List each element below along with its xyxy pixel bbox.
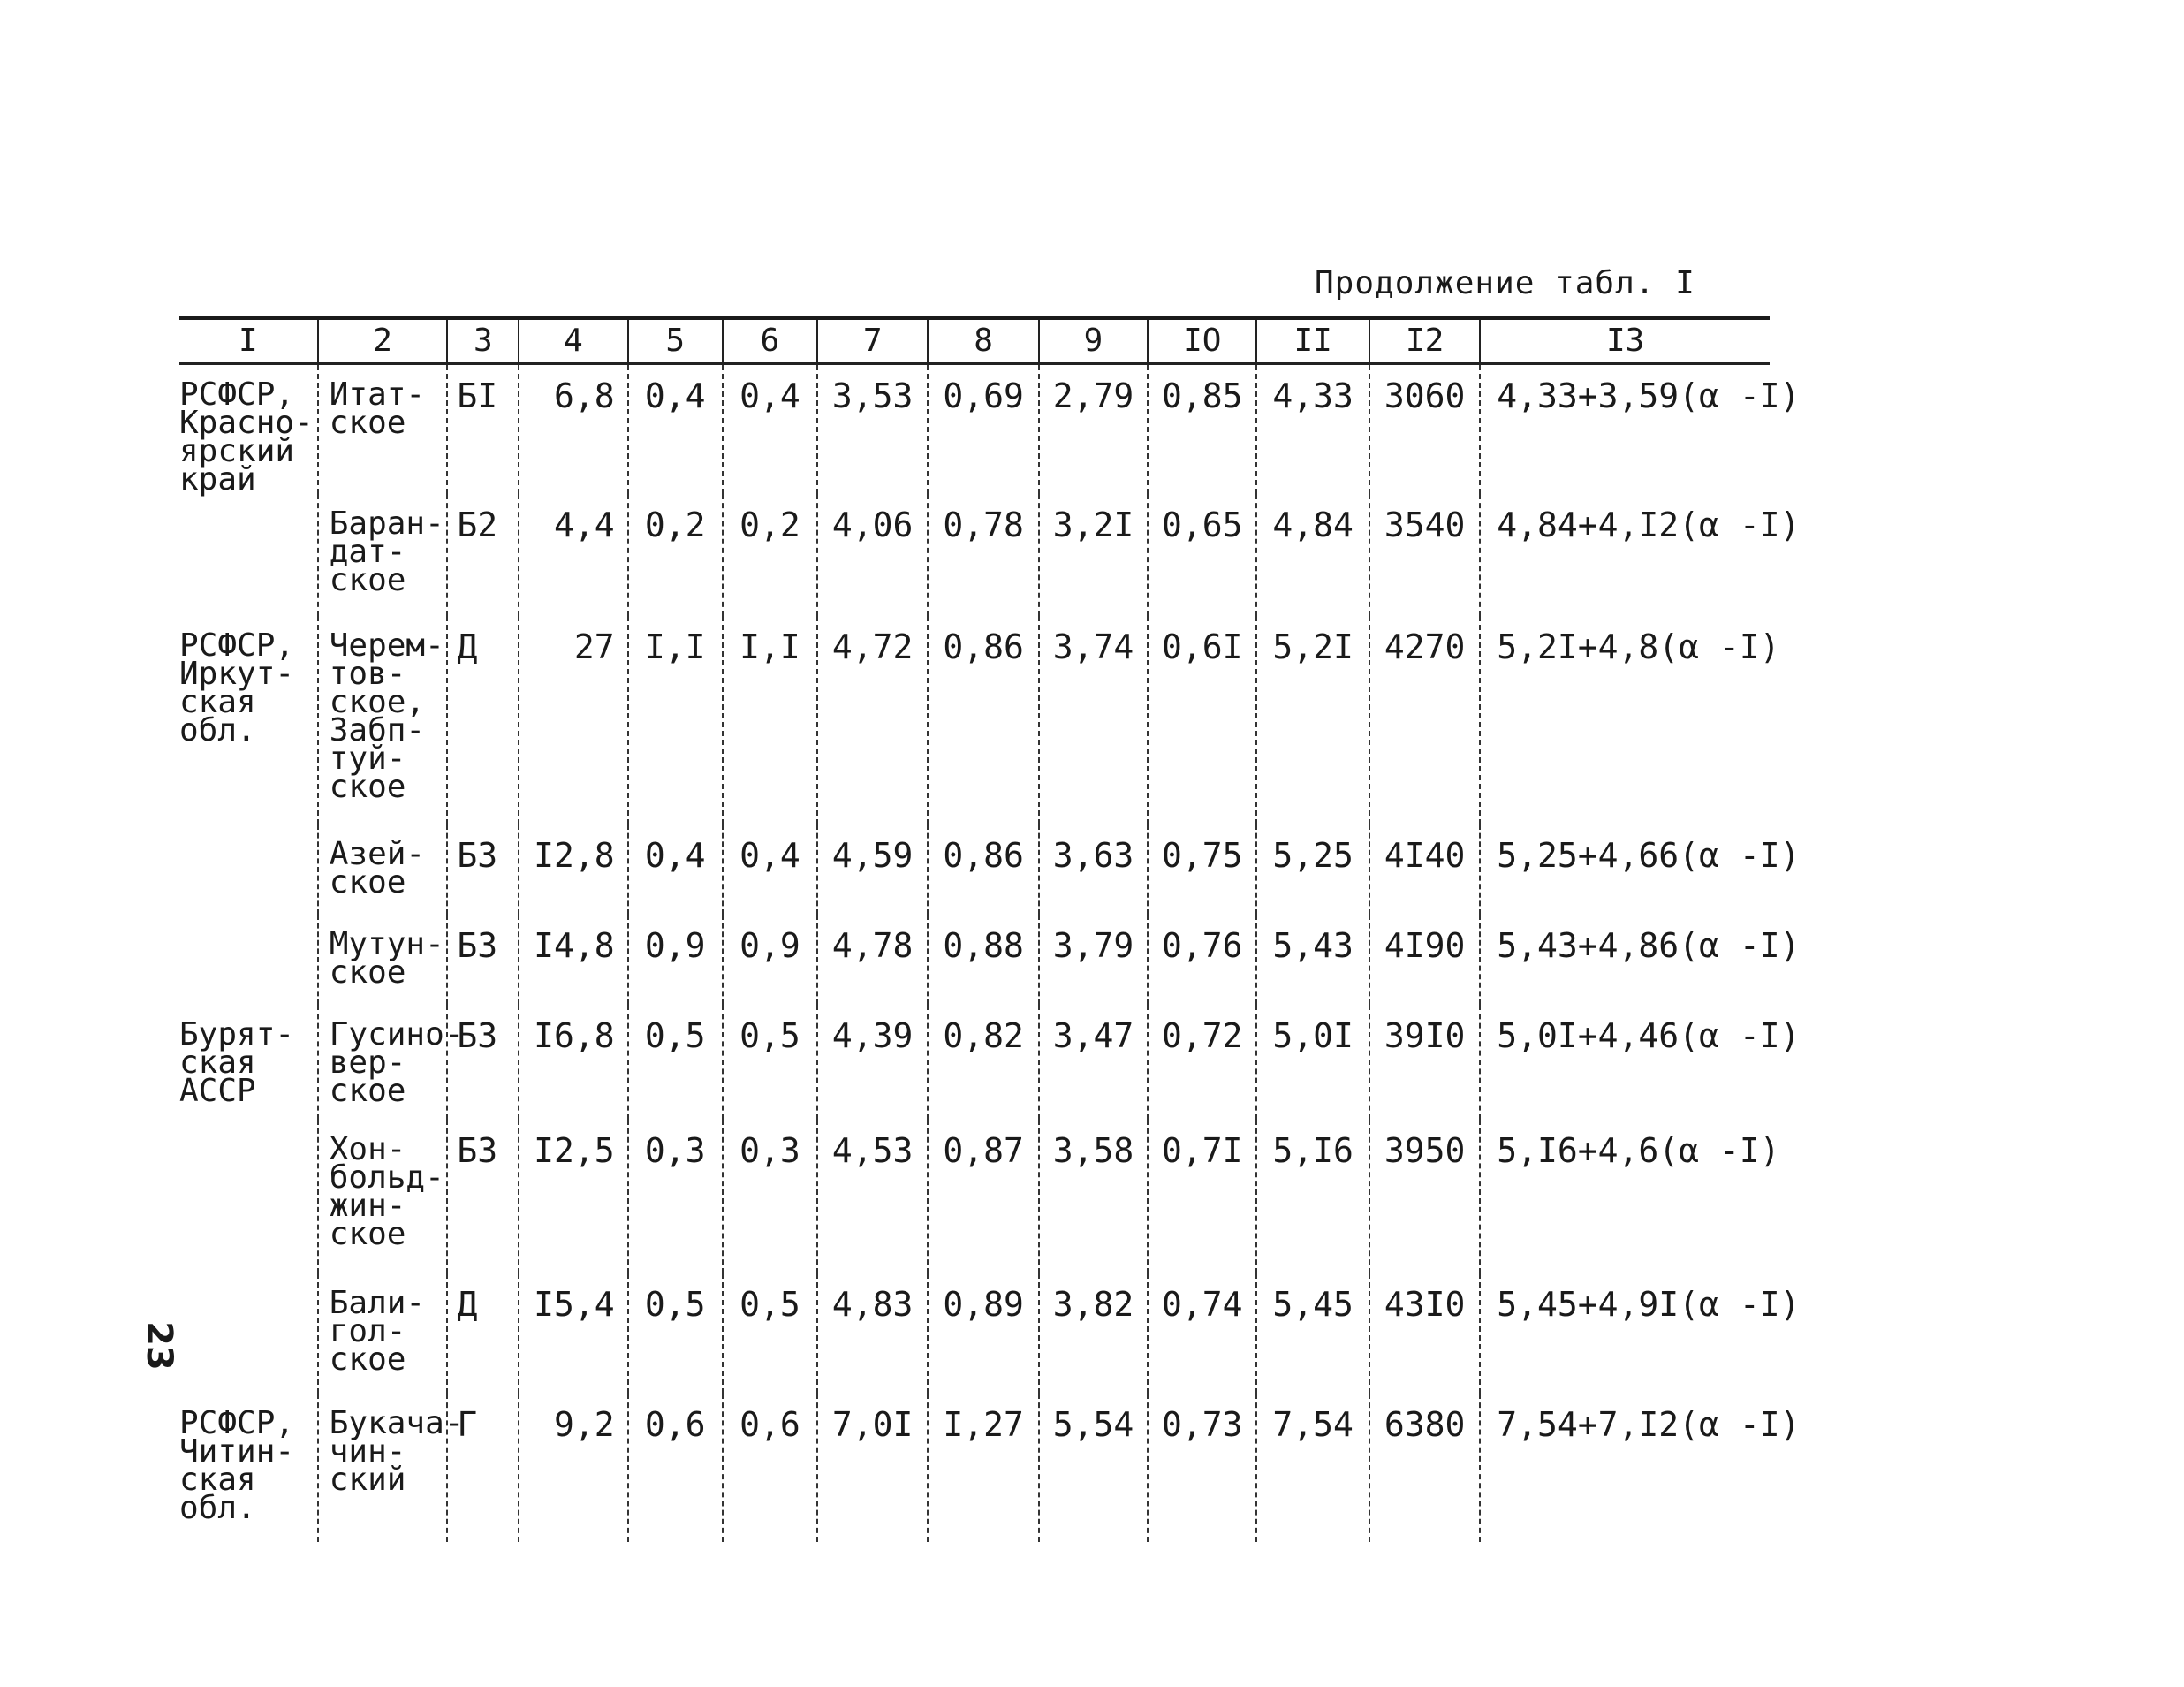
cell-col6: I,I: [723, 616, 817, 825]
cell-region: [179, 1273, 318, 1394]
cell-col11: 5,43: [1256, 915, 1369, 1005]
cell-grade: Б2: [447, 494, 519, 616]
cell-formula: 5,2I+4,8(α -I): [1480, 616, 1770, 825]
cell-col8: I,27: [928, 1394, 1038, 1542]
cell-col9: 3,58: [1039, 1120, 1148, 1273]
cell-col8: 0,86: [928, 825, 1038, 915]
page-number: 23: [138, 1321, 179, 1371]
cell-col8: 0,89: [928, 1273, 1038, 1394]
cell-grade: Г: [447, 1394, 519, 1542]
col-header-7: 7: [817, 320, 928, 364]
cell-formula: 7,54+7,I2(α -I): [1480, 1394, 1770, 1542]
cell-col5: 0,5: [628, 1273, 723, 1394]
cell-col12: 4270: [1369, 616, 1480, 825]
cell-col9: 2,79: [1039, 364, 1148, 495]
cell-col6: 0,6: [723, 1394, 817, 1542]
col-header-8: 8: [928, 320, 1038, 364]
cell-col9: 3,47: [1039, 1005, 1148, 1120]
cell-col11: 7,54: [1256, 1394, 1369, 1542]
cell-col12: 4I90: [1369, 915, 1480, 1005]
cell-col12: 3950: [1369, 1120, 1480, 1273]
cell-col4: 4,4: [519, 494, 627, 616]
cell-deposit: Мутун- ское: [318, 915, 448, 1005]
cell-col11: 5,2I: [1256, 616, 1369, 825]
cell-col10: 0,75: [1148, 825, 1256, 915]
cell-col9: 3,82: [1039, 1273, 1148, 1394]
cell-col8: 0,86: [928, 616, 1038, 825]
cell-col5: 0,3: [628, 1120, 723, 1273]
cell-col9: 3,2I: [1039, 494, 1148, 616]
col-header-12: I2: [1369, 320, 1480, 364]
cell-col10: 0,76: [1148, 915, 1256, 1005]
cell-col9: 5,54: [1039, 1394, 1148, 1542]
cell-col6: 0,2: [723, 494, 817, 616]
cell-col10: 0,85: [1148, 364, 1256, 495]
cell-col6: 0,9: [723, 915, 817, 1005]
cell-col7: 7,0I: [817, 1394, 928, 1542]
cell-col4: I4,8: [519, 915, 627, 1005]
cell-grade: Б3: [447, 1005, 519, 1120]
cell-col9: 3,63: [1039, 825, 1148, 915]
col-header-6: 6: [723, 320, 817, 364]
cell-deposit: Бали- гол- ское: [318, 1273, 448, 1394]
cell-formula: 5,45+4,9I(α -I): [1480, 1273, 1770, 1394]
cell-col5: 0,6: [628, 1394, 723, 1542]
cell-col7: 4,78: [817, 915, 928, 1005]
cell-region: [179, 915, 318, 1005]
cell-region: РСФСР, Читин- ская обл.: [179, 1405, 295, 1526]
cell-col10: 0,65: [1148, 494, 1256, 616]
cell-col7: 4,83: [817, 1273, 928, 1394]
coal-table: [179, 320, 1801, 1542]
cell-deposit: Итат- ское: [318, 364, 448, 495]
cell-col11: 5,I6: [1256, 1120, 1369, 1273]
cell-col11: 4,84: [1256, 494, 1369, 616]
cell-col7: 3,53: [817, 364, 928, 495]
cell-col4: I2,5: [519, 1120, 627, 1273]
cell-col6: 0,4: [723, 825, 817, 915]
data-table: [179, 316, 1801, 1542]
table-row: [179, 1005, 1770, 1120]
col-header-13: I3: [1480, 320, 1770, 364]
cell-col9: 3,79: [1039, 915, 1148, 1005]
table-row: [179, 1273, 1770, 1394]
cell-grade: Б3: [447, 825, 519, 915]
cell-col10: 0,72: [1148, 1005, 1256, 1120]
cell-col5: 0,4: [628, 364, 723, 495]
cell-col12: 39I0: [1369, 1005, 1480, 1120]
cell-col4: I5,4: [519, 1273, 627, 1394]
header-row: [179, 320, 1770, 364]
cell-col11: 5,45: [1256, 1273, 1369, 1394]
cell-col11: 4,33: [1256, 364, 1369, 495]
col-header-2: 2: [318, 320, 448, 364]
col-header-5: 5: [628, 320, 723, 364]
cell-col12: 3060: [1369, 364, 1480, 495]
cell-deposit: Хон- больд- жин- ское: [318, 1120, 448, 1273]
cell-col4: 27: [519, 616, 627, 825]
cell-region: РСФСР, Красно- ярский край: [179, 376, 314, 498]
cell-col5: 0,2: [628, 494, 723, 616]
cell-col8: 0,88: [928, 915, 1038, 1005]
cell-col7: 4,72: [817, 616, 928, 825]
cell-deposit: Гусино- вер- ское: [318, 1005, 448, 1120]
cell-col4: 9,2: [519, 1394, 627, 1542]
cell-col5: I,I: [628, 616, 723, 825]
table-row: [179, 1120, 1770, 1273]
cell-col4: 6,8: [519, 364, 627, 495]
table-row: [179, 494, 1770, 616]
cell-deposit: Черем- тов- ское, Забп- туй- ское: [318, 616, 448, 825]
cell-col8: 0,78: [928, 494, 1038, 616]
cell-grade: БI: [447, 364, 519, 495]
cell-deposit: Азей- ское: [318, 825, 448, 915]
cell-col6: 0,5: [723, 1005, 817, 1120]
cell-formula: 5,I6+4,6(α -I): [1480, 1120, 1770, 1273]
col-header-1: I: [179, 320, 318, 364]
cell-col10: 0,7I: [1148, 1120, 1256, 1273]
cell-formula: 4,84+4,I2(α -I): [1480, 494, 1770, 616]
cell-col7: 4,39: [817, 1005, 928, 1120]
cell-col12: 4I40: [1369, 825, 1480, 915]
table-row: [179, 825, 1770, 915]
col-header-9: 9: [1039, 320, 1148, 364]
cell-col11: 5,25: [1256, 825, 1369, 915]
col-header-4: 4: [519, 320, 627, 364]
cell-col8: 0,87: [928, 1120, 1038, 1273]
table-row: [179, 616, 1770, 825]
cell-region: [179, 494, 318, 616]
cell-col12: 3540: [1369, 494, 1480, 616]
cell-grade: Д: [447, 616, 519, 825]
cell-col5: 0,4: [628, 825, 723, 915]
cell-grade: Б3: [447, 915, 519, 1005]
cell-col10: 0,74: [1148, 1273, 1256, 1394]
table-caption: Продолжение табл. I: [1315, 265, 1695, 301]
cell-col8: 0,69: [928, 364, 1038, 495]
cell-col7: 4,06: [817, 494, 928, 616]
cell-deposit: Баран- дат- ское: [318, 494, 448, 616]
cell-formula: 5,43+4,86(α -I): [1480, 915, 1770, 1005]
cell-col4: I2,8: [519, 825, 627, 915]
cell-formula: 5,25+4,66(α -I): [1480, 825, 1770, 915]
cell-col6: 0,5: [723, 1273, 817, 1394]
cell-col9: 3,74: [1039, 616, 1148, 825]
cell-col8: 0,82: [928, 1005, 1038, 1120]
col-header-11: II: [1256, 320, 1369, 364]
col-header-10: IO: [1148, 320, 1256, 364]
cell-col7: 4,53: [817, 1120, 928, 1273]
cell-col7: 4,59: [817, 825, 928, 915]
cell-region: Бурят- ская АССР: [179, 1016, 295, 1109]
cell-formula: 5,0I+4,46(α -I): [1480, 1005, 1770, 1120]
col-header-3: 3: [447, 320, 519, 364]
table-row: [179, 1394, 1770, 1542]
cell-col6: 0,4: [723, 364, 817, 495]
cell-col10: 0,73: [1148, 1394, 1256, 1542]
cell-col6: 0,3: [723, 1120, 817, 1273]
cell-col5: 0,9: [628, 915, 723, 1005]
cell-region: [179, 825, 318, 915]
cell-col4: I6,8: [519, 1005, 627, 1120]
cell-col5: 0,5: [628, 1005, 723, 1120]
cell-formula: 4,33+3,59(α -I): [1480, 364, 1770, 495]
cell-col12: 43I0: [1369, 1273, 1480, 1394]
cell-col11: 5,0I: [1256, 1005, 1369, 1120]
cell-grade: Б3: [447, 1120, 519, 1273]
cell-deposit: Букача- чин- ский: [318, 1394, 448, 1542]
cell-region: [179, 1120, 318, 1273]
cell-col12: 6380: [1369, 1394, 1480, 1542]
cell-region: РСФСР, Иркут- ская обл.: [179, 627, 295, 749]
table-row: [179, 364, 1770, 495]
cell-col10: 0,6I: [1148, 616, 1256, 825]
cell-grade: Д: [447, 1273, 519, 1394]
table-row: [179, 915, 1770, 1005]
